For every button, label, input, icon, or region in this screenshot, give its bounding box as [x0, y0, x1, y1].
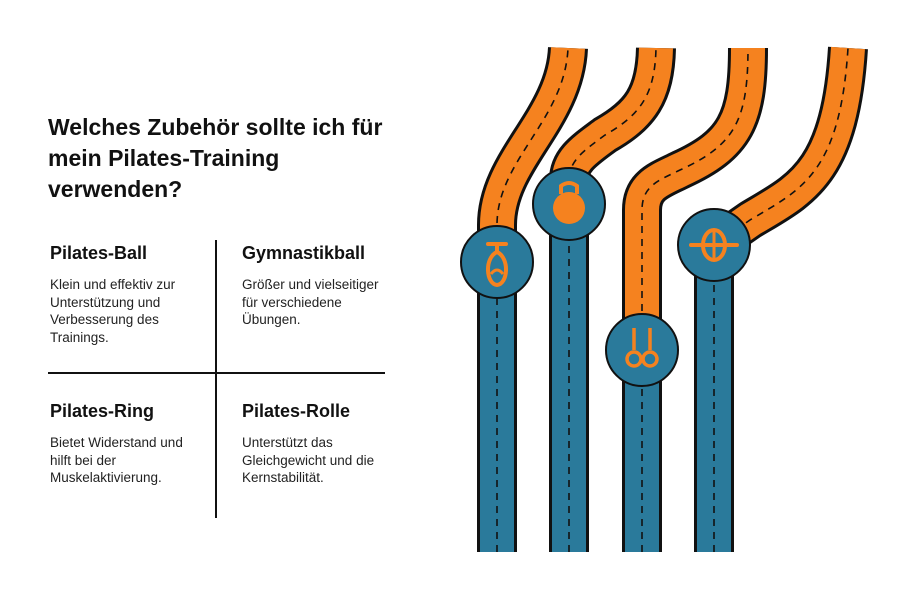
foam-roller-icon: [678, 209, 750, 281]
item-heading: Pilates-Ring: [50, 401, 155, 421]
item-description: Bietet Widerstand und hilft bei der Muskelaktivierung.: [50, 435, 183, 485]
gymnastic-rings-icon: [606, 314, 678, 386]
kettlebell-icon: [533, 168, 605, 240]
item-heading: Gymnastikball: [242, 243, 366, 263]
item-heading: Pilates-Ball: [50, 243, 148, 263]
item-description: Unterstützt das Gleichgewicht und die Kernstabilität.: [242, 435, 375, 485]
item-description: Größer und vielseitiger für verschiedene Übungen.: [242, 277, 379, 327]
page-title: Welches Zubehör sollte ich für mein Pilates-Training verwenden?: [48, 114, 383, 202]
item-description: Klein und effektiv zur Unterstützung und Verbesserung des Trainings.: [50, 277, 176, 345]
item-heading: Pilates-Rolle: [242, 401, 351, 421]
kettlebell-hook-icon: [461, 226, 533, 298]
